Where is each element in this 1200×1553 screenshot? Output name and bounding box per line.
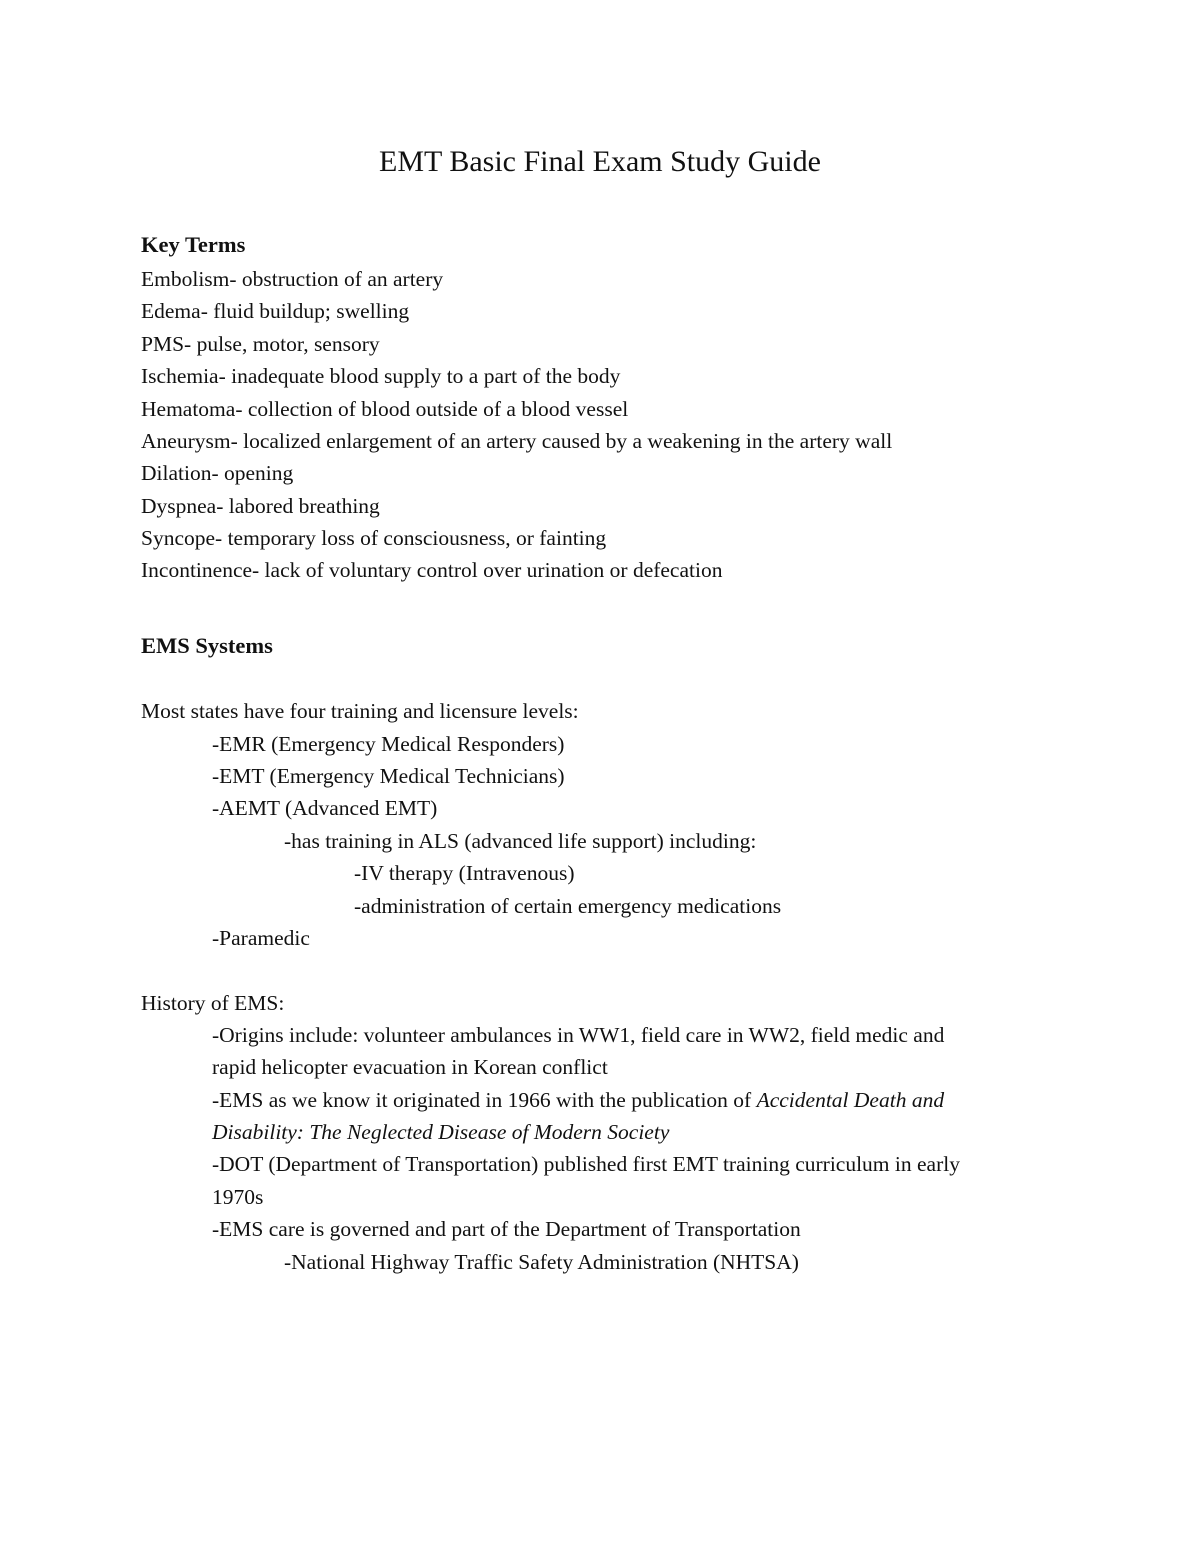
key-term-item: Aneurysm- localized enlargement of an artery caused by a weakening in the artery wall bbox=[141, 429, 893, 453]
level-aemt: -AEMT (Advanced EMT) bbox=[212, 796, 438, 820]
key-term-item: Syncope- temporary loss of consciousness, or fainting bbox=[141, 526, 607, 550]
history-nhtsa: -National Highway Traffic Safety Administration (NHTSA) bbox=[284, 1250, 799, 1274]
ems-systems-heading: EMS Systems bbox=[141, 633, 273, 658]
key-term-item: Dyspnea- labored breathing bbox=[141, 494, 380, 518]
publication-title-part1: Accidental Death and bbox=[756, 1088, 945, 1112]
level-emt: -EMT (Emergency Medical Technicians) bbox=[212, 764, 565, 788]
key-term-item: Ischemia- inadequate blood supply to a part of the body bbox=[141, 364, 621, 388]
key-term-item: Dilation- opening bbox=[141, 461, 294, 485]
page-title: EMT Basic Final Exam Study Guide bbox=[379, 145, 821, 178]
key-terms-heading: Key Terms bbox=[141, 232, 246, 257]
key-term-item: Hematoma- collection of blood outside of a blood vessel bbox=[141, 397, 629, 421]
history-governed: -EMS care is governed and part of the Department of Transportation bbox=[212, 1217, 801, 1241]
history-origins-line2: rapid helicopter evacuation in Korean conflict bbox=[212, 1055, 608, 1079]
levels-intro: Most states have four training and licensure levels: bbox=[141, 699, 579, 723]
level-paramedic: -Paramedic bbox=[212, 926, 310, 950]
history-ems-line2 bbox=[212, 1122, 669, 1144]
key-term-item: PMS- pulse, motor, sensory bbox=[141, 332, 380, 356]
key-term-item: Incontinence- lack of voluntary control over urination or defecation bbox=[141, 558, 723, 582]
history-ems-text: -EMS as we know it originated in 1966 with the publication of bbox=[212, 1088, 757, 1112]
aemt-medications: -administration of certain emergency medications bbox=[354, 894, 782, 918]
publication-title-part2: Disability: The Neglected Disease of Modern Society bbox=[212, 1120, 670, 1144]
key-term-item: Edema- fluid buildup; swelling bbox=[141, 299, 410, 323]
aemt-training: -has training in ALS (advanced life support) including: bbox=[284, 829, 757, 853]
key-term-item: Embolism- obstruction of an artery bbox=[141, 267, 444, 291]
level-emr: -EMR (Emergency Medical Responders) bbox=[212, 732, 565, 756]
history-intro: History of EMS: bbox=[141, 991, 285, 1015]
history-dot-line1: -DOT (Department of Transportation) published first EMT training curriculum in early bbox=[212, 1152, 960, 1176]
history-ems-line1 bbox=[212, 1090, 944, 1112]
aemt-iv-therapy: -IV therapy (Intravenous) bbox=[354, 861, 575, 885]
history-dot-line2: 1970s bbox=[212, 1185, 264, 1209]
history-origins-line1: -Origins include: volunteer ambulances in WW1, field care in WW2, field medic and bbox=[212, 1023, 945, 1047]
